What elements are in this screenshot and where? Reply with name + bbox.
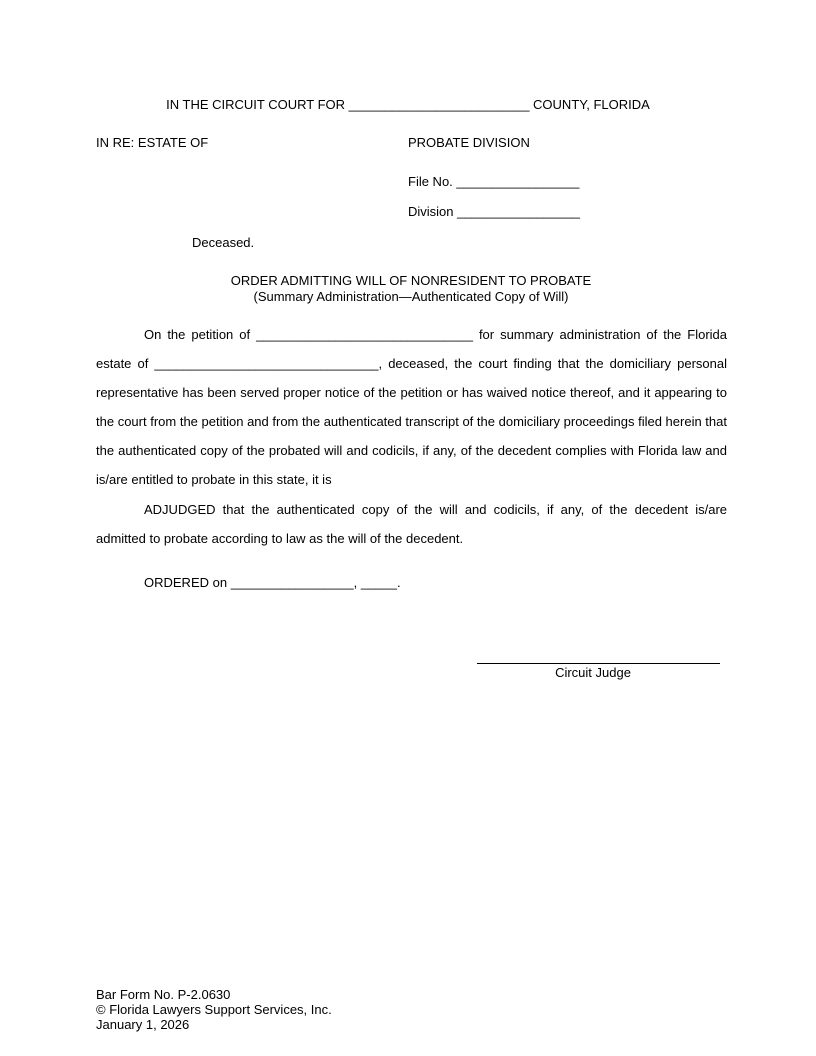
petition-paragraph: On the petition of ______________________________ for summary administration of the Florida estate of _______________________________, deceased, the court finding that the domiciliary personal representative has been served proper notice of the petition or has waived notice thereof, and it appearing to the court from the petition and from the authenticated transcript of the domiciliary proceedings filed herein that the authenticated copy of the probated will and codicils, if any, of the decedent complies with Florida law and is/are entitled to probate in this state, it is xyxy=(96,327,727,487)
county-blank: _________________________ xyxy=(348,97,530,112)
adjudged-paragraph: ADJUDGED that the authenticated copy of the will and codicils, if any, of the decedent is/are admitted to probate according to law as the will of the decedent. xyxy=(96,502,727,546)
ordered-line: ORDERED on _________________, _____. xyxy=(144,575,401,590)
copyright-notice: © Florida Lawyers Support Services, Inc. xyxy=(96,1002,332,1017)
circuit-judge-label: Circuit Judge xyxy=(555,665,631,680)
court-header xyxy=(0,97,816,113)
in-re-estate: IN RE: ESTATE OF xyxy=(96,135,209,150)
order-subtitle: (Summary Administration—Authenticated Copy of Will) xyxy=(253,289,569,304)
form-date: January 1, 2026 xyxy=(96,1017,190,1032)
order-title: ORDER ADMITTING WILL OF NONRESIDENT TO PROBATE xyxy=(230,273,592,288)
probate-division: PROBATE DIVISION xyxy=(408,135,530,150)
court-header-suffix: COUNTY, FLORIDA xyxy=(533,97,650,112)
signature-line xyxy=(477,663,720,664)
court-header-prefix: IN THE CIRCUIT COURT FOR xyxy=(166,97,346,112)
deceased-label: Deceased. xyxy=(192,235,255,250)
file-number: File No. _________________ xyxy=(408,174,580,189)
bar-form-number: Bar Form No. P-2.0630 xyxy=(96,987,231,1002)
division-field: Division _________________ xyxy=(408,204,581,219)
